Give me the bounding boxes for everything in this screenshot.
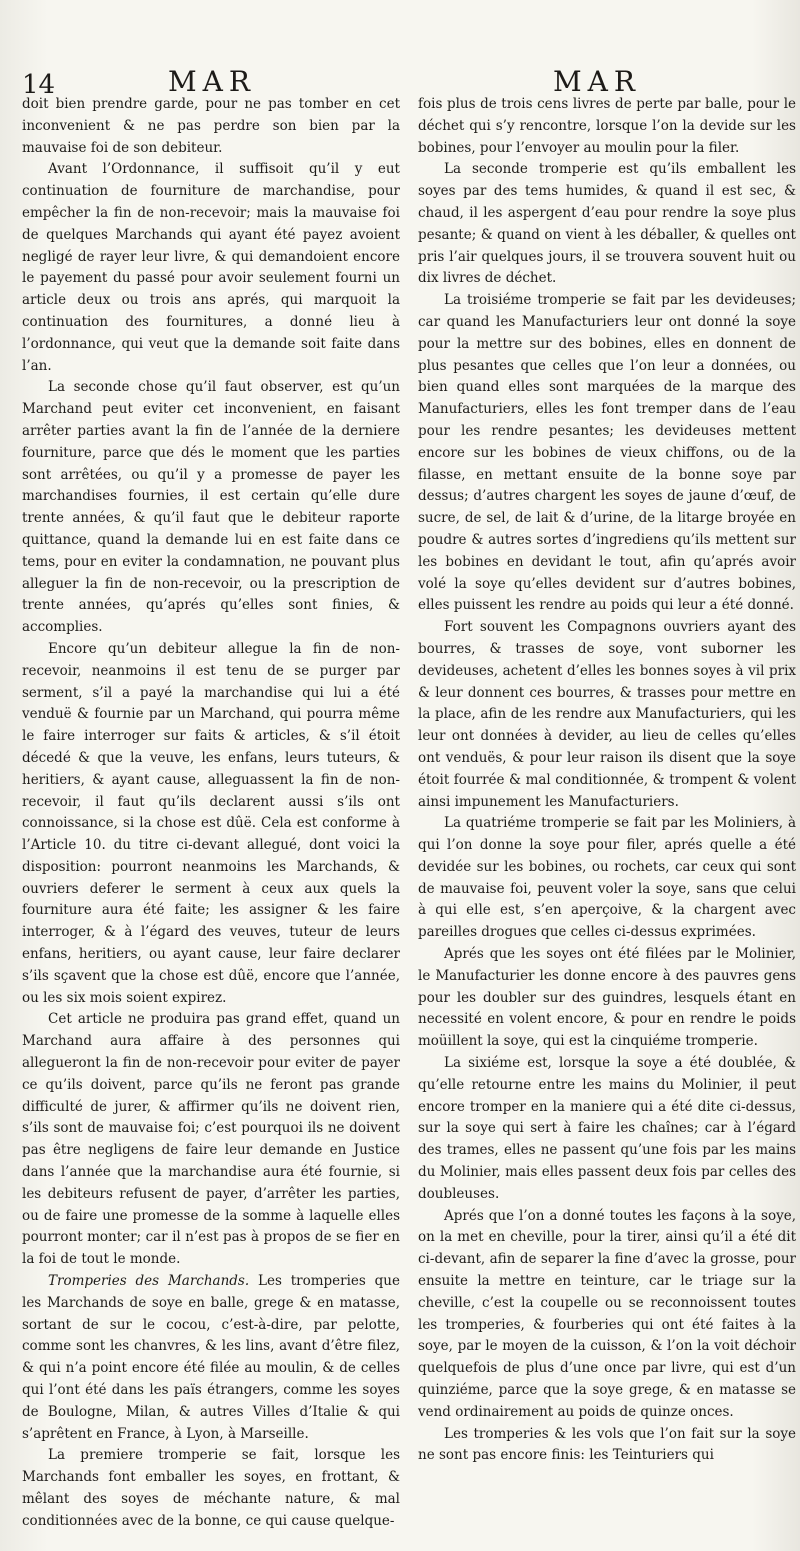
paragraph: La seconde tromperie est qu’ils emballent les soyes par des tems humides, & quand il est sec, & chaud, il les aspergent d’eau pour rendre la soye plus pesante; & quand on vient à les déballer, & quelles ont pris l’air quelques jours, il se trouvera souvent huit ou dix livres de déchet. (418, 161, 796, 287)
right-column (418, 94, 796, 1467)
paragraph: doit bien prendre garde, pour ne pas tomber en cet inconvenient & ne pas perdre son bien par la mauvaise foi de son debiteur. (22, 96, 400, 156)
paragraph: Cet article ne produira pas grand effet, quand un Marchand aura affaire à des personnes qui allegueront la fin de non-recevoir pour eviter de payer ce qu’ils doivent, parce qu’ils ne feront pas grande difficulté de jurer, & affirmer qu’ils ne doivent rien, s’ils sont de mauvaise foi; c’est pourquoi ils ne doivent pas être negligens de faire leur demande en Justice dans l’année que la marchandise aura été fournie, si les debiteurs refusent de payer, d’arrêter les parties, ou de faire une promesse de la somme à laquelle elles pourront monter; car il n’est pas à propos de se fier en la foi de tout le monde. (22, 1011, 400, 1268)
paragraph (22, 1271, 400, 1445)
paragraph: La sixiéme est, lorsque la soye a été doublée, & qu’elle retourne entre les mains du Molinier, il peut encore tromper en la maniere qui a été dite ci-dessus, sur la soye qui sert à faire les chaînes; car à l’égard des trames, elles ne passent qu’une fois par les mains du Molinier, mais elles passent deux fois par celles des doubleuses. (418, 1055, 796, 1202)
section-heading: Tromperies des Marchands. (48, 1273, 250, 1290)
paragraph: Aprés que l’on a donné toutes les façons à la soye, on la met en cheville, pour la tirer, ainsi qu’il a été dit ci-devant, afin de separer la fine d’avec la grosse, pour ensuite la mettre en teinture, car le triage sur la cheville, c’est la coupelle ou se reconnoissent toutes les tromperies, & fourberies qui ont été faites à la soye, par le moyen de la cuisson, & l’on la voit déchoir quelquefois de plus d’une once par livre, qui est d’un quinziéme, parce que la soye grege, & en matasse se vend ordinairement au poids de quinze onces. (418, 1207, 796, 1420)
paragraph: Avant l’Ordonnance, il suffisoit qu’il y eut continuation de fourniture de marchandise, pour empêcher la fin de non-recevoir; mais la mauvaise foi de quelques Marchands qui ayant été payez avoient negligé de rayer leur livre, & qui demandoient encore le payement du passé pour avoir seulement fourni un article deux ou trois ans aprés, qui marquoit la continuation des fournitures, a donné lieu à l’ordonnance, qui veut que la demande soit faite dans l’an. (22, 161, 400, 374)
paragraph: La premiere tromperie se fait, lorsque les Marchands font emballer les soyes, en frottant, & mêlant des soyes de méchante nature, & mal conditionnées avec de la bonne, ce qui cause quelque- (22, 1447, 400, 1529)
paragraph: La seconde chose qu’il faut observer, est qu’un Marchand peut eviter cet inconvenient, en faisant arrêter parties avant la fin de l’année de la derniere fourniture, parce que dés le moment que les parties sont arrêtées, ou qu’il y a promesse de payer les marchandises fournies, il est certain qu’elle dure trente années, & qu’il faut que le debiteur raporte quittance, quand la demande lui en est faite dans ce tems, pour en eviter la condamnation, ne pouvant plus alleguer la fin de non-recevoir, ou la prescription de trente années, qu’aprés qu’elles sont finies, & accomplies. (22, 379, 400, 636)
paragraph: fois plus de trois cens livres de perte par balle, pour le déchet qui s’y rencontre, lorsque l’on la devide sur les bobines, pour l’envoyer au moulin pour la filer. (418, 96, 796, 156)
paragraph: La troisiéme tromperie se fait par les devideuses; car quand les Manufacturiers leur ont donné la soye pour la mettre sur des bobines, elles en donnent de plus pesantes que celles que l’on leur a données, ou bien quand elles sont marquées de la marque des Manufacturiers, elles les font tremper dans de l’eau pour les rendre pesantes; les devideuses mettent encore sur les bobines de vieux chiffons, ou de la filasse, en mettant ensuite de la bonne soye par dessus; d’autres chargent les soyes de jaune d’œuf, de sucre, de sel, de lait & d’urine, de la litarge broyée en poudre & autres sortes d’ingrediens qu’ils mettent sur les bobines en devidant le tout, afin qu’aprés avoir volé la soye qu’elles devident sur d’autres bobines, elles puissent les rendre au poids qui leur a été donné. (418, 292, 796, 614)
paragraph: Encore qu’un debiteur allegue la fin de non-recevoir, neanmoins il est tenu de se purger par serment, s’il a payé la marchandise qui lui a été venduë & fournie par un Marchand, qui pourra même le faire interroger sur faits & articles, & s’il étoit décedé & que la veuve, les enfans, leurs tuteurs, & heritiers, & ayant cause, alleguassent la fin de non-recevoir, il faut qu’ils declarent aussi s’ils ont connoissance, si la chose est dûë. Cela est conforme à l’Article 10. du titre ci-devant allegué, dont voici la disposition: pourront neanmoins les Marchands, & ouvriers deferer le serment à ceux aux quels la fourniture aura été faite; les assigner & les faire interroger, & à l’égard des veuves, tuteur de leurs enfans, heritiers, ou ayant cause, leur faire declarer s’ils sçavent que la chose est dûë, encore que l’année, ou les six mois soient expirez. (22, 640, 400, 1006)
left-column (22, 94, 400, 1533)
paragraph: Fort souvent les Compagnons ouvriers ayant des bourres, & trasses de soye, vont suborner les devideuses, achetent d’elles les bonnes soyes à vil prix & leur donnent ces bourres, & trasses pour mettre en la place, afin de les rendre aux Manufacturiers, qui les leur ont données à devider, au lieu de celles qu’elles ont venduës, & pour leur raison ils disent que la soye étoit fourrée & mal conditionnée, & trompent & volent ainsi impunement les Manufacturiers. (418, 619, 796, 810)
paragraph-text: Les tromperies que les Marchands de soye en balle, grege & en matasse, sortant de sur le cocou, c’est-à-dire, par pelotte, comme sont les chanvres, & les lins, avant d’être filez, & qui n’a point encore été filée au moulin, & de celles qui l’ont été dans les païs étrangers, comme les soyes de Boulogne, Milan, & autres Villes d’Italie & qui s’aprêtent en France, à Lyon, à Marseille. (22, 1273, 400, 1442)
running-head-left: MAR (168, 65, 256, 98)
page-number: 14 (22, 70, 56, 100)
page-smudge (88, 1520, 128, 1535)
paragraph: Les tromperies & les vols que l’on fait sur la soye ne sont pas encore finis: les Teinturiers qui (418, 1425, 796, 1464)
paragraph: Aprés que les soyes ont été filées par le Molinier, le Manufacturier les donne encore à des pauvres gens pour les doubler sur des guindres, lesquels étant en necessité en volent encore, & pour en rendre le poids moüillent la soye, qui est la cinquiéme tromperie. (418, 946, 796, 1050)
paragraph: La quatriéme tromperie se fait par les Moliniers, à qui l’on donne la soye pour filer, aprés quelle a été devidée sur les bobines, ou rochets, car ceux qui sont de mauvaise foi, peuvent voler la soye, sans que celui à qui elle est, s’en aperçoive, & la chargent avec pareilles drogues que celles ci-dessus exprimées. (418, 815, 796, 941)
running-head-right: MAR (553, 65, 641, 98)
